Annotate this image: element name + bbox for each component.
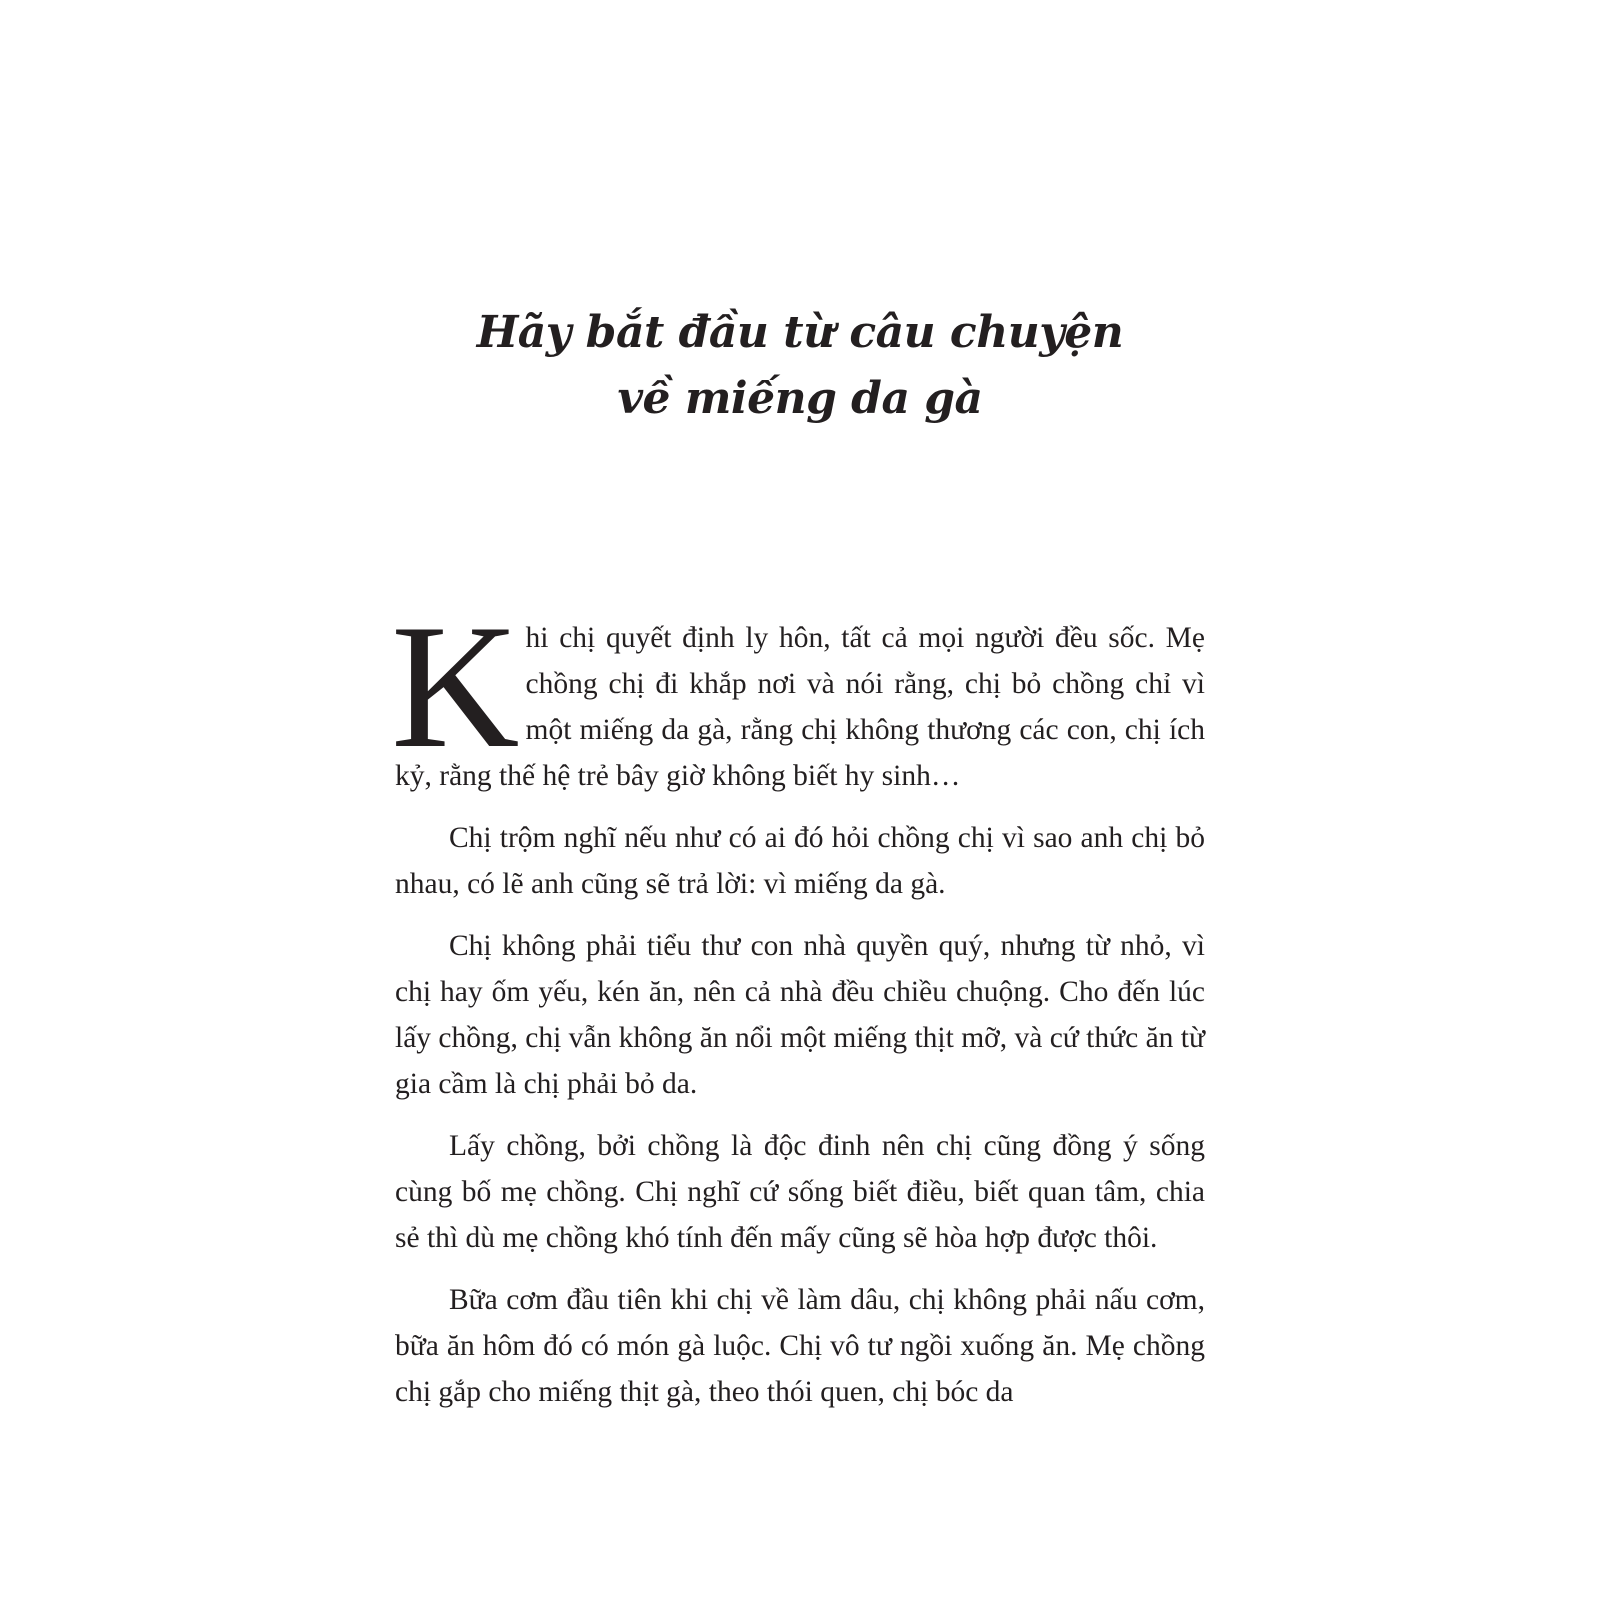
paragraph-1 <box>391 587 1205 799</box>
chapter-title-line-1: Hãy bắt đầu từ câu chuyện <box>476 307 1124 358</box>
paragraph-4: Lấy chồng, bởi chồng là độc đinh nên chị cũng đồng ý sống cùng bố mẹ chồng. Chị nghĩ cứ sống biết điều, biết quan tâm, chia sẻ thì dù mẹ chồng khó tính đến mấy cũng sẽ hòa hợp được thôi. <box>395 1130 1205 1254</box>
paragraph-3: Chị không phải tiểu thư con nhà quyền quý, nhưng từ nhỏ, vì chị hay ốm yếu, kén ăn, nên cả nhà đều chiều chuộng. Cho đến lúc lấy chồng, chị vẫn không ăn nổi một miếng thịt mỡ, và cứ thức ăn từ gia cầm là chị phải bỏ da. <box>395 930 1205 1100</box>
paragraph-2: Chị trộm nghĩ nếu như có ai đó hỏi chồng chị vì sao anh chị bỏ nhau, có lẽ anh cũng sẽ trả lời: vì miếng da gà. <box>395 822 1205 900</box>
paragraph-1-text: hi chị quyết định ly hôn, tất cả mọi người đều sốc. Mẹ chồng chị đi khắp nơi và nói rằng, chị bỏ chồng chỉ vì một miếng da gà, rằng chị không thương các con, chị ích kỷ, rằng thế hệ trẻ bây giờ không biết hy sinh… <box>395 622 1205 792</box>
drop-cap-letter: K <box>391 587 520 785</box>
chapter-body <box>391 587 1205 1431</box>
chapter-title-line-2: về miếng da gà <box>617 373 983 424</box>
chapter-title <box>300 300 1300 432</box>
paragraph-5: Bữa cơm đầu tiên khi chị về làm dâu, chị không phải nấu cơm, bữa ăn hôm đó có món gà luộc. Chị vô tư ngồi xuống ăn. Mẹ chồng chị gắp cho miếng thịt gà, theo thói quen, chị bóc da <box>395 1284 1205 1408</box>
